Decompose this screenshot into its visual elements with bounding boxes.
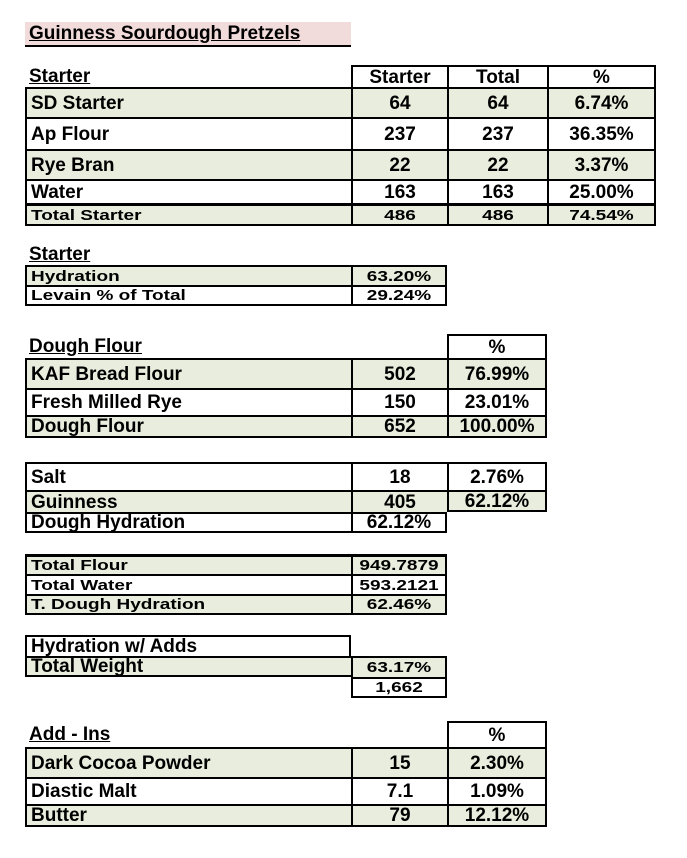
- hydration-value-text: 63.20%: [366, 267, 432, 285]
- hydration-adds-value-text: 63.17%: [366, 659, 432, 676]
- add-ins-row-label: Butter: [25, 804, 351, 827]
- dough-hydration-label: Dough Hydration: [25, 512, 351, 533]
- starter-total-total: [447, 203, 547, 226]
- add-ins-percent-header: %: [447, 721, 547, 747]
- levain-value: [351, 285, 447, 306]
- dough-hydration-value: 62.12%: [351, 512, 447, 533]
- starter-row-value: 163: [351, 179, 447, 203]
- add-ins-row-value: 7.1: [351, 777, 447, 804]
- add-ins-row-value: 79: [351, 804, 447, 827]
- starter-column-header: Starter: [351, 65, 447, 87]
- total-water-label: [25, 574, 351, 594]
- starter-stats-heading: Starter: [29, 243, 91, 265]
- total-weight-value: [351, 677, 447, 698]
- add-ins-row-value: 15: [351, 747, 447, 777]
- hydration-label-text: Hydration: [31, 267, 120, 285]
- total-flour-value: [351, 554, 447, 574]
- levain-label: [25, 285, 351, 306]
- t-dough-hydration-value: [351, 594, 447, 615]
- salt-label: Salt: [25, 462, 351, 490]
- starter-row-label: SD Starter: [25, 87, 351, 117]
- total-flour-value-text: 949.7879: [359, 557, 439, 574]
- dough-flour-row-label: Fresh Milled Rye: [25, 388, 351, 415]
- hydration-adds-value: [351, 656, 447, 677]
- starter-row-value: 64: [351, 87, 447, 117]
- starter-row-label: Ap Flour: [25, 117, 351, 149]
- total-flour-label: [25, 554, 351, 574]
- levain-label-text: Levain % of Total: [31, 287, 186, 304]
- starter-total-percent: [547, 203, 656, 226]
- dough-flour-row-percent: 23.01%: [447, 388, 547, 415]
- dough-flour-total-value: 652: [351, 415, 447, 438]
- hydration-value: [351, 265, 447, 285]
- salt-percent: 2.76%: [447, 462, 547, 490]
- add-ins-heading: Add - Ins: [29, 723, 111, 745]
- dough-flour-row-label: KAF Bread Flour: [25, 358, 351, 388]
- add-ins-row-percent: 2.30%: [447, 747, 547, 777]
- salt-value: 18: [351, 462, 447, 490]
- starter-total-total-text: 486: [482, 206, 514, 224]
- starter-row-percent: 6.74%: [547, 87, 656, 117]
- starter-total-value: [351, 203, 447, 226]
- starter-row-value: 237: [351, 117, 447, 149]
- t-dough-hydration-label-text: T. Dough Hydration: [31, 596, 206, 613]
- total-weight-label: Total Weight: [25, 656, 351, 677]
- starter-row-percent: 36.35%: [547, 117, 656, 149]
- dough-flour-row-value: 150: [351, 388, 447, 415]
- total-water-value: [351, 574, 447, 594]
- starter-row-value: 22: [351, 149, 447, 179]
- dough-flour-heading: Dough Flour: [29, 335, 142, 357]
- starter-row-percent: 3.37%: [547, 149, 656, 179]
- total-water-value-text: 593.2121: [359, 576, 439, 594]
- starter-total-label-text: Total Starter: [31, 206, 142, 224]
- hydration-adds-label: Hydration w/ Adds: [25, 635, 351, 656]
- starter-total-percent-text: 74.54%: [569, 206, 634, 224]
- add-ins-row-label: Dark Cocoa Powder: [25, 747, 351, 777]
- starter-row-total: 163: [447, 179, 547, 203]
- guinness-percent: 62.12%: [447, 490, 547, 512]
- starter-row-percent: 25.00%: [547, 179, 656, 203]
- total-flour-label-text: Total Flour: [31, 557, 128, 574]
- starter-row-label: Water: [25, 179, 351, 203]
- dough-flour-row-percent: 76.99%: [447, 358, 547, 388]
- guinness-label: Guinness: [25, 490, 351, 512]
- starter-total-value-text: 486: [384, 206, 416, 224]
- t-dough-hydration-label: [25, 594, 351, 615]
- starter-row-total: 237: [447, 117, 547, 149]
- add-ins-row-percent: 12.12%: [447, 804, 547, 827]
- dough-flour-total-percent: 100.00%: [447, 415, 547, 438]
- guinness-value: 405: [351, 490, 447, 512]
- dough-flour-total-label: Dough Flour: [25, 415, 351, 438]
- add-ins-row-label: Diastic Malt: [25, 777, 351, 804]
- total-water-label-text: Total Water: [31, 576, 133, 594]
- dough-flour-row-value: 502: [351, 358, 447, 388]
- dough-flour-percent-header: %: [447, 334, 547, 358]
- starter-row-total: 22: [447, 149, 547, 179]
- starter-row-total: 64: [447, 87, 547, 117]
- total-weight-value-text: 1,662: [375, 679, 423, 696]
- starter-row-label: Rye Bran: [25, 149, 351, 179]
- starter-total-label: [25, 203, 351, 226]
- starter-header-label: Starter: [29, 65, 91, 87]
- hydration-label: [25, 265, 351, 285]
- t-dough-hydration-value-text: 62.46%: [366, 596, 432, 613]
- percent-column-header: %: [547, 65, 656, 87]
- page-title: Guinness Sourdough Pretzels: [25, 22, 351, 47]
- levain-value-text: 29.24%: [366, 287, 432, 304]
- add-ins-row-percent: 1.09%: [447, 777, 547, 804]
- total-column-header: Total: [447, 65, 547, 87]
